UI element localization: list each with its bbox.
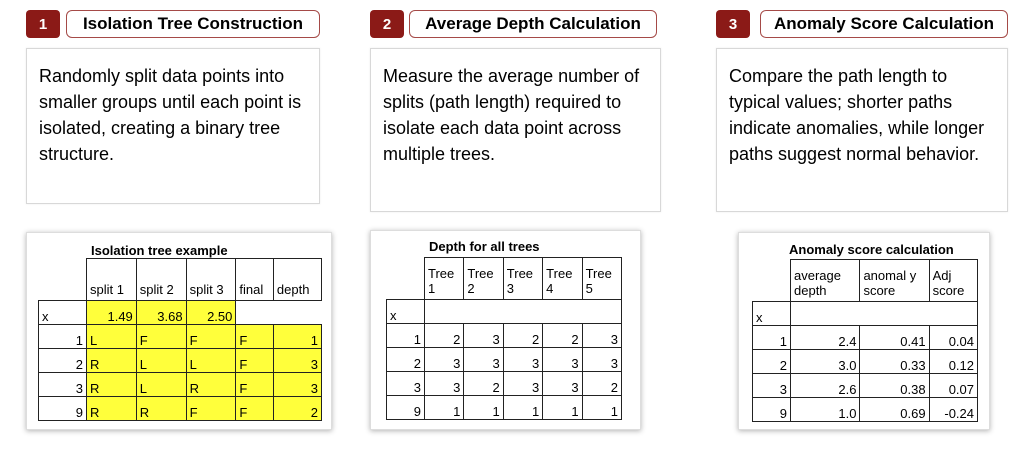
isolation-tree-table: [38, 258, 322, 421]
table-cell: F: [186, 325, 236, 349]
depth-table-panel: [370, 230, 641, 430]
table-row: [39, 301, 322, 325]
table-cell: 1: [464, 396, 503, 420]
table-title: Anomaly score calculation: [789, 242, 954, 257]
table-cell: 0.33: [860, 350, 929, 374]
table-cell: 0.38: [860, 374, 929, 398]
table-row: [387, 258, 622, 300]
row-label: 9: [753, 398, 791, 422]
column-header: Tree 1: [425, 258, 464, 300]
row-label: 1: [39, 325, 87, 349]
x-label: x: [387, 300, 425, 324]
depth-table: [386, 257, 622, 420]
empty-cell: [236, 301, 322, 325]
table-cell: 0.41: [860, 326, 929, 350]
table-cell: R: [186, 373, 236, 397]
table-cell: F: [236, 373, 274, 397]
table-cell: 3: [273, 349, 321, 373]
column-header: Adj score: [929, 260, 977, 302]
table-cell: 0.69: [860, 398, 929, 422]
step-3-title: Anomaly Score Calculation: [760, 10, 1008, 38]
empty-cell: [425, 300, 622, 324]
table-row: [39, 397, 322, 421]
x-value: 3.68: [136, 301, 186, 325]
step-1-badge: 1: [26, 10, 60, 38]
table-cell: 0.04: [929, 326, 977, 350]
table-row: [39, 325, 322, 349]
x-label: x: [753, 302, 791, 326]
table-cell: 3: [464, 324, 503, 348]
column-header: split 1: [87, 259, 137, 301]
table-cell: 0.12: [929, 350, 977, 374]
step-3-badge: 3: [716, 10, 750, 38]
table-row: [753, 260, 978, 302]
table-cell: 2: [273, 397, 321, 421]
isolation-tree-table-panel: [26, 232, 332, 430]
table-cell: 2: [582, 372, 621, 396]
table-cell: 3: [582, 348, 621, 372]
table-cell: 3: [503, 372, 542, 396]
table-row: [387, 324, 622, 348]
column-header: Tree 2: [464, 258, 503, 300]
step-2-description: Measure the average number of splits (path length) required to isolate each data point across multiple trees.: [370, 48, 661, 212]
table-row: [387, 372, 622, 396]
table-cell: 1.0: [791, 398, 860, 422]
table-cell: L: [136, 373, 186, 397]
table-cell: 2.6: [791, 374, 860, 398]
table-cell: 3: [543, 348, 582, 372]
column-header: split 3: [186, 259, 236, 301]
column-header: average depth: [791, 260, 860, 302]
table-cell: R: [136, 397, 186, 421]
column-header: depth: [273, 259, 321, 301]
column-header: Tree 5: [582, 258, 621, 300]
table-cell: F: [236, 325, 274, 349]
table-row: [753, 398, 978, 422]
table-row: [753, 374, 978, 398]
table-row: [753, 326, 978, 350]
table-cell: 3: [273, 373, 321, 397]
column-header: anomal y score: [860, 260, 929, 302]
step-3-description: Compare the path length to typical values; shorter paths indicate anomalies, while longer paths suggest normal behavior.: [716, 48, 1008, 212]
table-cell: 2: [503, 324, 542, 348]
table-row: [753, 350, 978, 374]
table-cell: 2: [425, 324, 464, 348]
corner-cell: [387, 258, 425, 300]
step-2-badge: 2: [370, 10, 404, 38]
table-row: [387, 300, 622, 324]
anomaly-score-table-panel: [738, 232, 990, 430]
table-cell: R: [87, 373, 137, 397]
row-label: 9: [39, 397, 87, 421]
table-cell: 2.4: [791, 326, 860, 350]
table-cell: F: [236, 349, 274, 373]
table-cell: 1: [543, 396, 582, 420]
table-cell: 3: [464, 348, 503, 372]
table-cell: F: [236, 397, 274, 421]
row-label: 3: [39, 373, 87, 397]
corner-cell: [753, 260, 791, 302]
column-header: Tree 3: [503, 258, 542, 300]
row-label: 1: [753, 326, 791, 350]
table-title: Depth for all trees: [429, 239, 540, 254]
table-cell: F: [136, 325, 186, 349]
column-header: Tree 4: [543, 258, 582, 300]
table-title: Isolation tree example: [91, 243, 228, 258]
table-cell: 3: [543, 372, 582, 396]
row-label: 3: [387, 372, 425, 396]
row-label: 9: [387, 396, 425, 420]
column-header: split 2: [136, 259, 186, 301]
table-row: [39, 373, 322, 397]
table-cell: 3: [582, 324, 621, 348]
step-1-title: Isolation Tree Construction: [66, 10, 320, 38]
table-cell: -0.24: [929, 398, 977, 422]
table-row: [39, 349, 322, 373]
table-cell: F: [186, 397, 236, 421]
x-value: 2.50: [186, 301, 236, 325]
row-label: 2: [39, 349, 87, 373]
column-header: final: [236, 259, 274, 301]
row-label: 1: [387, 324, 425, 348]
x-value: 1.49: [87, 301, 137, 325]
table-cell: L: [87, 325, 137, 349]
table-cell: 3.0: [791, 350, 860, 374]
table-cell: 2: [543, 324, 582, 348]
anomaly-score-table: [752, 259, 978, 422]
table-cell: 1: [503, 396, 542, 420]
table-row: [387, 396, 622, 420]
table-cell: 1: [582, 396, 621, 420]
table-cell: 1: [425, 396, 464, 420]
table-cell: L: [136, 349, 186, 373]
x-label: x: [39, 301, 87, 325]
row-label: 2: [753, 350, 791, 374]
table-cell: 3: [425, 348, 464, 372]
table-cell: R: [87, 397, 137, 421]
table-row: [753, 302, 978, 326]
step-2-title: Average Depth Calculation: [409, 10, 657, 38]
table-row: [387, 348, 622, 372]
row-label: 3: [753, 374, 791, 398]
table-cell: 3: [425, 372, 464, 396]
table-cell: 1: [273, 325, 321, 349]
table-cell: 2: [464, 372, 503, 396]
table-cell: L: [186, 349, 236, 373]
row-label: 2: [387, 348, 425, 372]
table-row: [39, 259, 322, 301]
table-cell: 0.07: [929, 374, 977, 398]
empty-cell: [791, 302, 978, 326]
table-cell: R: [87, 349, 137, 373]
step-1-description: Randomly split data points into smaller groups until each point is isolated, creating a binary tree structure.: [26, 48, 320, 204]
corner-cell: [39, 259, 87, 301]
table-cell: 3: [503, 348, 542, 372]
